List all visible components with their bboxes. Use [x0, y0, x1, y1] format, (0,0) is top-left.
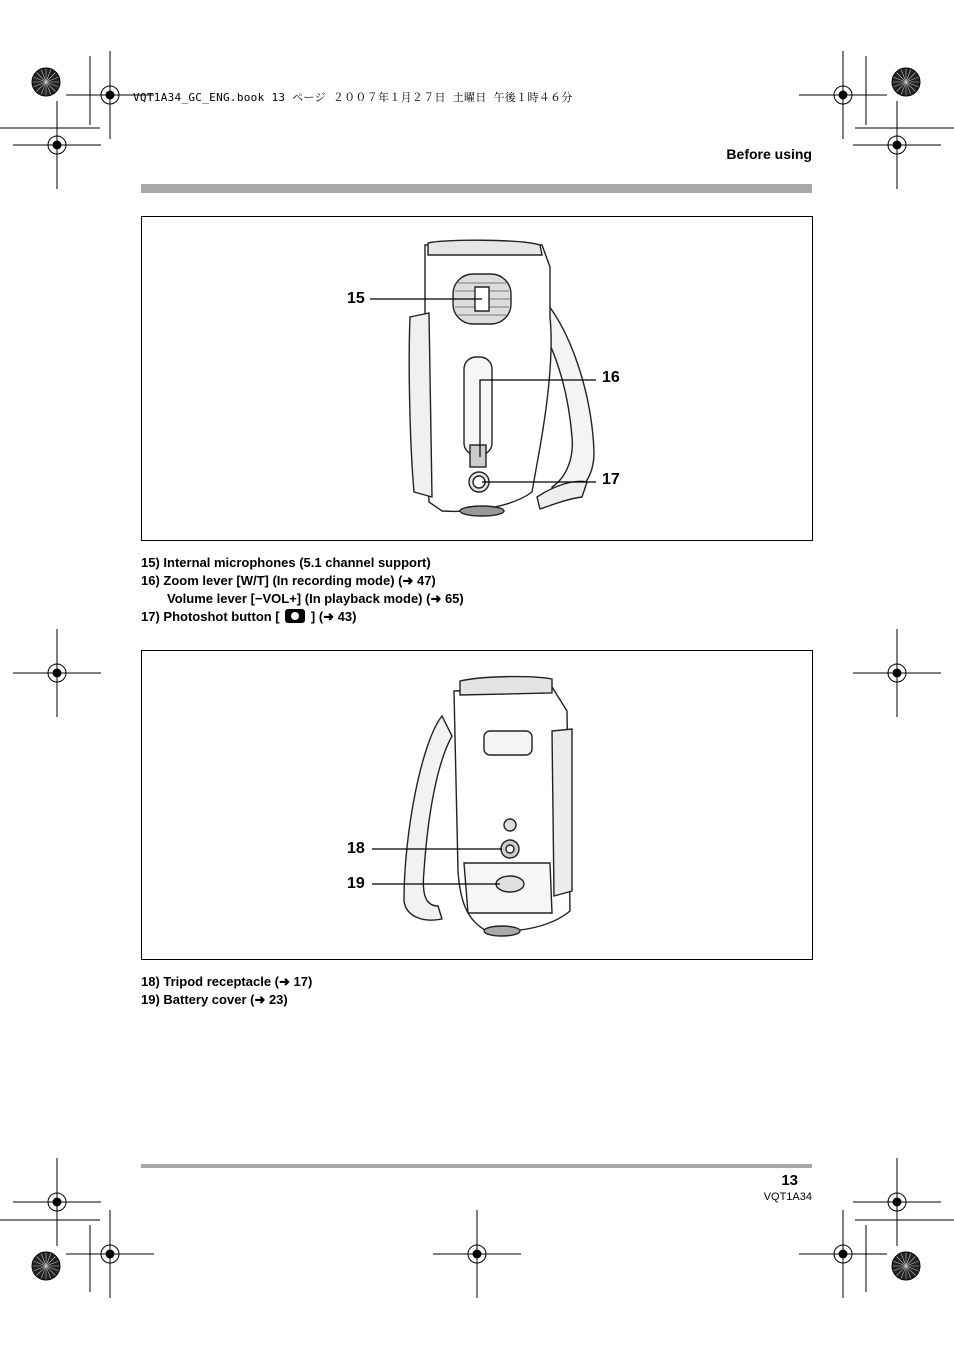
caption-15: 15) Internal microphones (5.1 channel support) — [141, 555, 431, 570]
page-number: 13 — [781, 1172, 798, 1189]
registration-mark — [13, 101, 101, 189]
footer-rule — [141, 1164, 812, 1168]
figure-side-view — [141, 216, 813, 541]
registration-mark — [13, 629, 101, 717]
section-title: Before using — [726, 146, 812, 162]
callout-15: 15 — [347, 290, 365, 307]
callout-16: 16 — [602, 369, 620, 386]
camera-icon — [285, 609, 305, 623]
registration-mark — [853, 629, 941, 717]
callout-leaders — [142, 651, 814, 961]
registration-mark — [799, 1210, 887, 1298]
model-code: VQT1A34 — [763, 1191, 812, 1203]
callout-17: 17 — [602, 471, 620, 488]
callout-18: 18 — [347, 840, 365, 857]
figure-bottom-view — [141, 650, 813, 960]
caption-16: 16) Zoom lever [W/T] (In recording mode) (➜ 47) — [141, 573, 436, 588]
caption-18: 18) Tripod receptacle (➜ 17) — [141, 974, 313, 989]
caption-17-ref: ] (➜ 43) — [310, 609, 357, 624]
caption-17 — [141, 608, 464, 626]
sunburst-mark — [892, 68, 920, 96]
sunburst-mark — [892, 1252, 920, 1280]
caption-list-1 — [141, 554, 464, 626]
callout-leaders — [142, 217, 814, 542]
caption-list-2 — [141, 973, 312, 1009]
sunburst-mark — [32, 1252, 60, 1280]
print-header: VQT1A34_GC_ENG.book 13 ページ ２００７年１月２７日 土曜日 午後１時４６分 — [133, 91, 573, 104]
callout-19: 19 — [347, 875, 365, 892]
caption-17-text: 17) Photoshot button [ — [141, 609, 280, 624]
caption-16-volume: Volume lever [−VOL+] (In playback mode) (➜ 65) — [167, 591, 464, 606]
registration-mark — [66, 1210, 154, 1298]
registration-mark — [13, 1158, 101, 1246]
caption-19: 19) Battery cover (➜ 23) — [141, 992, 288, 1007]
registration-mark — [799, 51, 887, 139]
registration-mark — [433, 1210, 521, 1298]
header-rule — [141, 184, 812, 193]
sunburst-mark — [32, 68, 60, 96]
